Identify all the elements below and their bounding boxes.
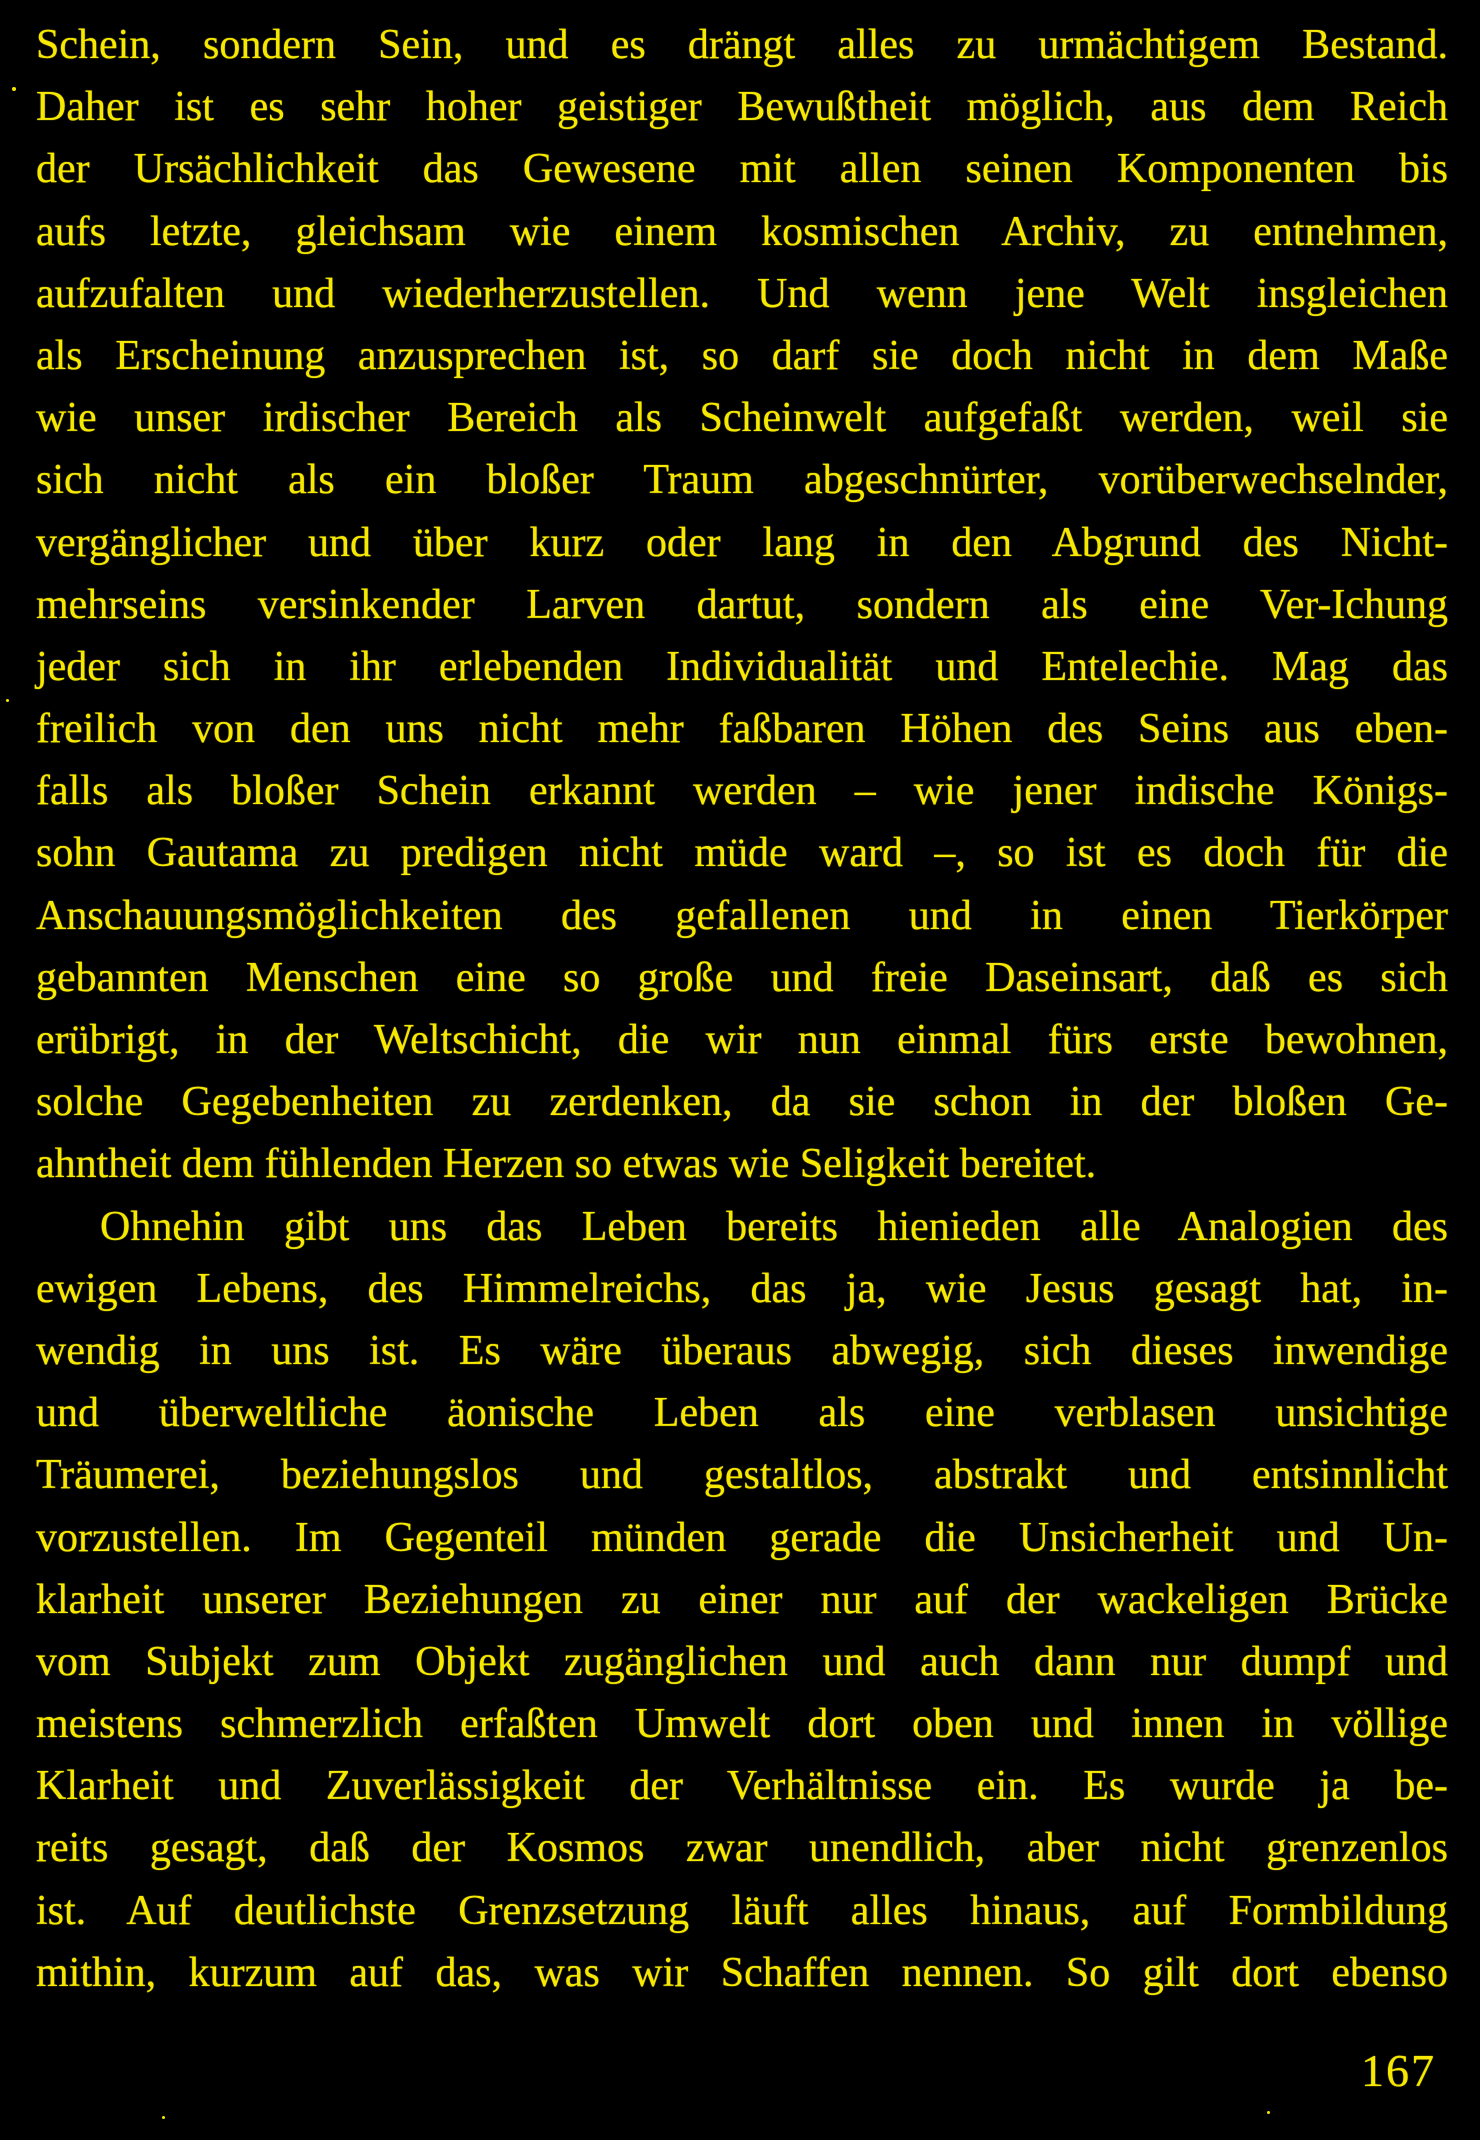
text-line: der Ursächlichkeit das Gewesene mit allen seinen Komponenten bis xyxy=(36,146,1448,193)
text-line: mehrseins versinkender Larven dartut, sondern als eine Ver-Ichung xyxy=(36,581,1448,628)
text-line: Daher ist es sehr hoher geistiger Bewußtheit möglich, aus dem Reich xyxy=(36,84,1448,131)
text-line: reits gesagt, daß der Kosmos zwar unendlich, aber nicht grenzenlos xyxy=(36,1825,1448,1872)
text-line: aufs letzte, gleichsam wie einem kosmischen Archiv, zu entnehmen, xyxy=(36,208,1448,255)
text-line: ist. Auf deutlichste Grenzsetzung läuft alles hinaus, auf Formbildung xyxy=(36,1887,1448,1934)
text-line: Anschauungsmöglichkeiten des gefallenen und in einen Tierkörper xyxy=(36,892,1448,939)
text-line: sohn Gautama zu predigen nicht müde ward –, so ist es doch für die xyxy=(36,830,1448,877)
page-number: 167 xyxy=(1361,2045,1436,2096)
text-line: meistens schmerzlich erfaßten Umwelt dort oben und innen in völlige xyxy=(36,1701,1448,1748)
text-line-paragraph-start: Ohnehin gibt uns das Leben bereits hienieden alle Analogien des xyxy=(100,1203,1448,1250)
scan-speck xyxy=(162,2116,165,2119)
text-line: falls als bloßer Schein erkannt werden – wie jener indische Königs- xyxy=(36,768,1448,815)
text-line: gebannten Menschen eine so große und freie Daseinsart, daß es sich xyxy=(36,954,1448,1001)
text-line: solche Gegebenheiten zu zerdenken, da sie schon in der bloßen Ge- xyxy=(36,1079,1448,1126)
text-line: Schein, sondern Sein, und es drängt alles zu urmächtigem Bestand. xyxy=(36,22,1448,68)
text-line: ewigen Lebens, des Himmelreichs, das ja, wie Jesus gesagt hat, in- xyxy=(36,1265,1448,1312)
text-line: als Erscheinung anzusprechen ist, so darf sie doch nicht in dem Maße xyxy=(36,332,1448,379)
scan-speck xyxy=(1267,2111,1270,2114)
page-text xyxy=(36,14,1448,2004)
text-line: mithin, kurzum auf das, was wir Schaffen nennen. So gilt dort ebenso xyxy=(36,1949,1448,1996)
text-line: wendig in uns ist. Es wäre überaus abwegig, sich dieses inwendige xyxy=(36,1327,1448,1374)
text-line: aufzufalten und wiederherzustellen. Und wenn jene Welt insgleichen xyxy=(36,270,1448,317)
text-line: Klarheit und Zuverlässigkeit der Verhältnisse ein. Es wurde ja be- xyxy=(36,1763,1448,1810)
text-line: Träumerei, beziehungslos und gestaltlos, abstrakt und entsinnlicht xyxy=(36,1452,1448,1499)
text-line: jeder sich in ihr erlebenden Individualität und Entelechie. Mag das xyxy=(36,643,1448,690)
text-line: vorzustellen. Im Gegenteil münden gerade die Unsicherheit und Un- xyxy=(36,1514,1448,1561)
scan-speck xyxy=(12,87,16,91)
text-line: vergänglicher und über kurz oder lang in den Abgrund des Nicht- xyxy=(36,519,1448,566)
scan-speck xyxy=(6,699,9,702)
text-line: klarheit unserer Beziehungen zu einer nur auf der wackeligen Brücke xyxy=(36,1576,1448,1623)
text-line: freilich von den uns nicht mehr faßbaren Höhen des Seins aus eben- xyxy=(36,706,1448,753)
text-line: erübrigt, in der Weltschicht, die wir nun einmal fürs erste bewohnen, xyxy=(36,1017,1448,1063)
text-line: vom Subjekt zum Objekt zugänglichen und auch dann nur dumpf und xyxy=(36,1638,1448,1685)
text-line: und überweltliche äonische Leben als eine verblasen unsichtige xyxy=(36,1390,1448,1437)
text-line: wie unser irdischer Bereich als Scheinwelt aufgefaßt werden, weil sie xyxy=(36,395,1448,442)
text-line-paragraph-end: ahntheit dem fühlenden Herzen so etwas wie Seligkeit bereitet. xyxy=(36,1141,1097,1188)
text-line: sich nicht als ein bloßer Traum abgeschnürter, vorüberwechselnder, xyxy=(36,457,1448,504)
